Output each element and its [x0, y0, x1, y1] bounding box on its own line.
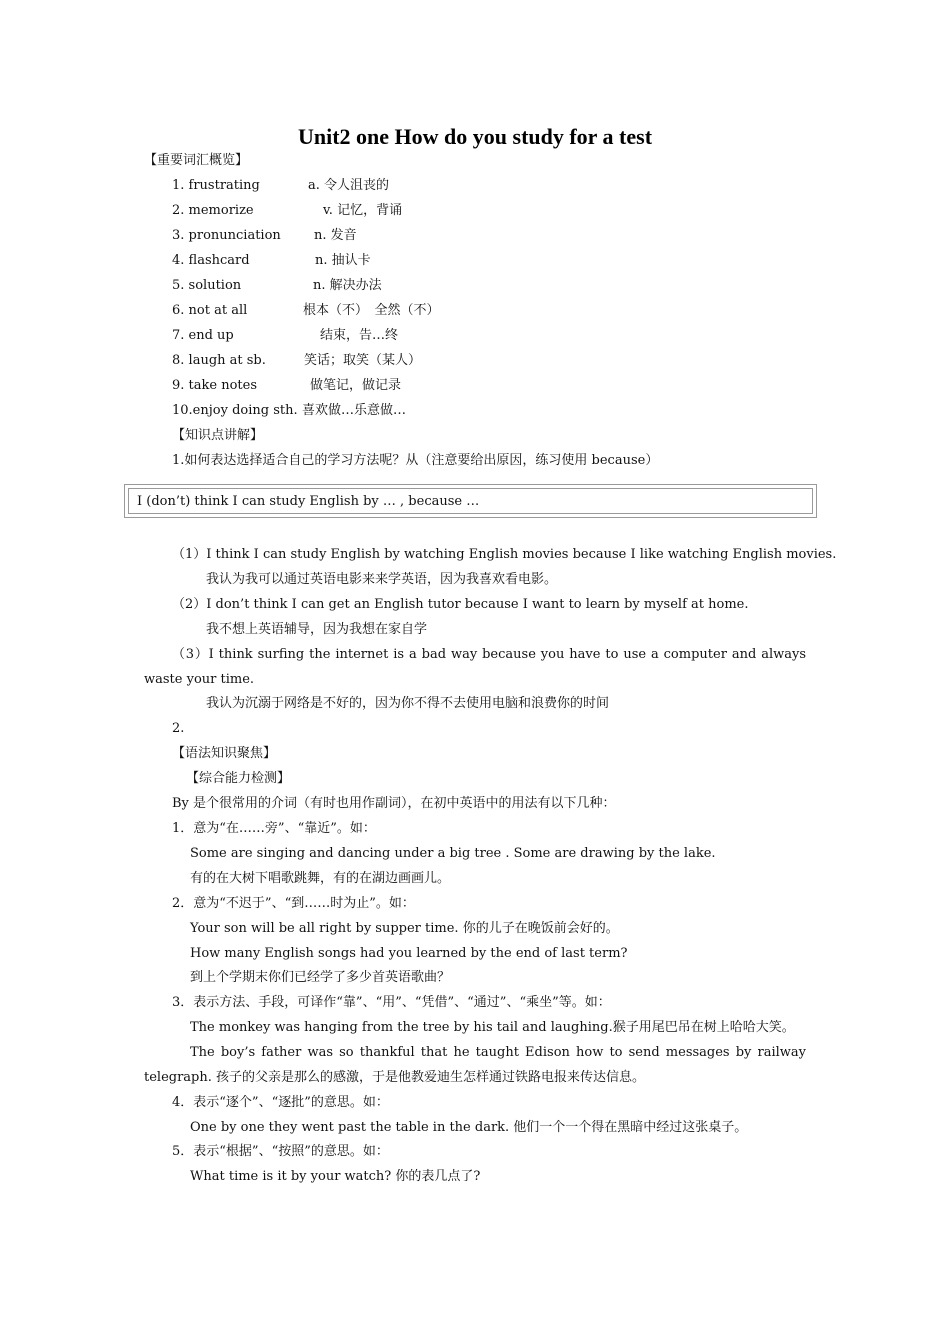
- vocab-word: 1. frustrating: [172, 178, 260, 193]
- vocab-word: 8. laugh at sb.: [172, 353, 266, 368]
- page-title: Unit2 one How do you study for a test: [297, 124, 653, 149]
- vocab-definition: v. 记忆，背诵: [323, 203, 403, 218]
- vocab-definition: n. 解决办法: [313, 278, 382, 293]
- vocab-word: 10.enjoy doing sth.: [172, 403, 298, 418]
- vocab-heading: 【重要词汇概览】: [144, 153, 249, 168]
- point-1: 1.如何表达选择适合自己的学习方法呢？从（注意要给出原因，练习使用 because）: [172, 453, 659, 468]
- ability-heading: 【综合能力检测】: [186, 771, 291, 786]
- point-2: 2.: [172, 721, 185, 736]
- grammar-heading: 【语法知识聚焦】: [172, 746, 277, 761]
- example-3-chinese: 我认为沉溺于网络是不好的，因为你不得不去使用电脑和浪费你的时间: [206, 696, 610, 711]
- usage-2-example-2-chinese: 到上个学期末你们已经学了多少首英语歌曲？: [190, 970, 451, 985]
- sentence-pattern-box: [124, 484, 817, 518]
- knowledge-heading: 【知识点讲解】: [172, 428, 264, 443]
- example-3-english: （3）I think surfing the internet is a bad way because you have to use a computer and always waste your time.: [144, 647, 806, 687]
- usage-1-english: Some are singing and dancing under a big tree . Some are drawing by the lake.: [190, 846, 716, 861]
- vocab-word: 6. not at all: [172, 303, 248, 318]
- vocab-word: 4. flashcard: [172, 253, 250, 268]
- usage-5-example: What time is it by your watch? 你的表几点了?: [190, 1169, 481, 1184]
- vocab-word: 2. memorize: [172, 203, 254, 218]
- vocab-definition: n. 抽认卡: [315, 253, 371, 268]
- example-1-english: （1）I think I can study English by watching English movies because I like watching English movies.: [172, 547, 837, 562]
- example-1-chinese: 我认为我可以通过英语电影来来学英语，因为我喜欢看电影。: [206, 572, 558, 587]
- vocab-word: 3. pronunciation: [172, 228, 281, 243]
- vocab-word: 7. end up: [172, 328, 234, 343]
- usage-2-example-1: Your son will be all right by supper time. 你的儿子在晚饭前会好的。: [190, 921, 619, 936]
- vocab-definition: 根本（不） 全然（不）: [303, 303, 440, 318]
- vocab-definition: 结束，告…终: [320, 328, 399, 343]
- usage-4-example: One by one they went past the table in the dark. 他们一个一个得在黑暗中经过这张桌子。: [190, 1120, 748, 1135]
- vocab-definition: n. 发音: [314, 228, 357, 243]
- usage-2-heading: 2．意为“不迟于”、“到……时为止”。如：: [172, 896, 415, 911]
- vocab-definition: 喜欢做…乐意做…: [302, 403, 407, 418]
- vocab-word: 5. solution: [172, 278, 242, 293]
- usage-3-example-1: The monkey was hanging from the tree by his tail and laughing.猴子用尾巴吊在树上哈哈大笑。: [190, 1020, 795, 1035]
- usage-1-heading: 1．意为“在……旁”、“靠近”。如：: [172, 821, 376, 836]
- vocab-definition: a. 令人沮丧的: [308, 178, 390, 193]
- usage-3-example-2: The boy’s father was so thankful that he taught Edison how to send messages by railway telegraph. 孩子的父亲是那么的感激，于是他教爱迪生怎样通过铁路电报来传达信息。: [144, 1045, 806, 1085]
- sentence-pattern-text: I (don’t) think I can study English by … , because …: [128, 488, 813, 514]
- usage-5-heading: 5．表示“根据”、“按照”的意思。如：: [172, 1144, 389, 1159]
- vocab-definition: 做笔记，做记录: [310, 378, 402, 393]
- vocab-word: 9. take notes: [172, 378, 258, 393]
- usage-1-chinese: 有的在大树下唱歌跳舞，有的在湖边画画儿。: [190, 871, 451, 886]
- example-2-english: （2）I don’t think I can get an English tutor because I want to learn by myself at home.: [172, 597, 749, 612]
- example-2-chinese: 我不想上英语辅导，因为我想在家自学: [206, 622, 428, 637]
- vocab-definition: 笑话；取笑（某人）: [304, 353, 422, 368]
- by-intro: By 是个很常用的介词（有时也用作副词），在初中英语中的用法有以下几种：: [172, 796, 616, 811]
- usage-3-heading: 3．表示方法、手段，可译作“靠”、“用”、“凭借”、“通过”、“乘坐”等。如：: [172, 995, 611, 1010]
- usage-4-heading: 4．表示“逐个”、“逐批”的意思。如：: [172, 1095, 389, 1110]
- usage-2-example-2-english: How many English songs had you learned by the end of last term?: [190, 946, 628, 961]
